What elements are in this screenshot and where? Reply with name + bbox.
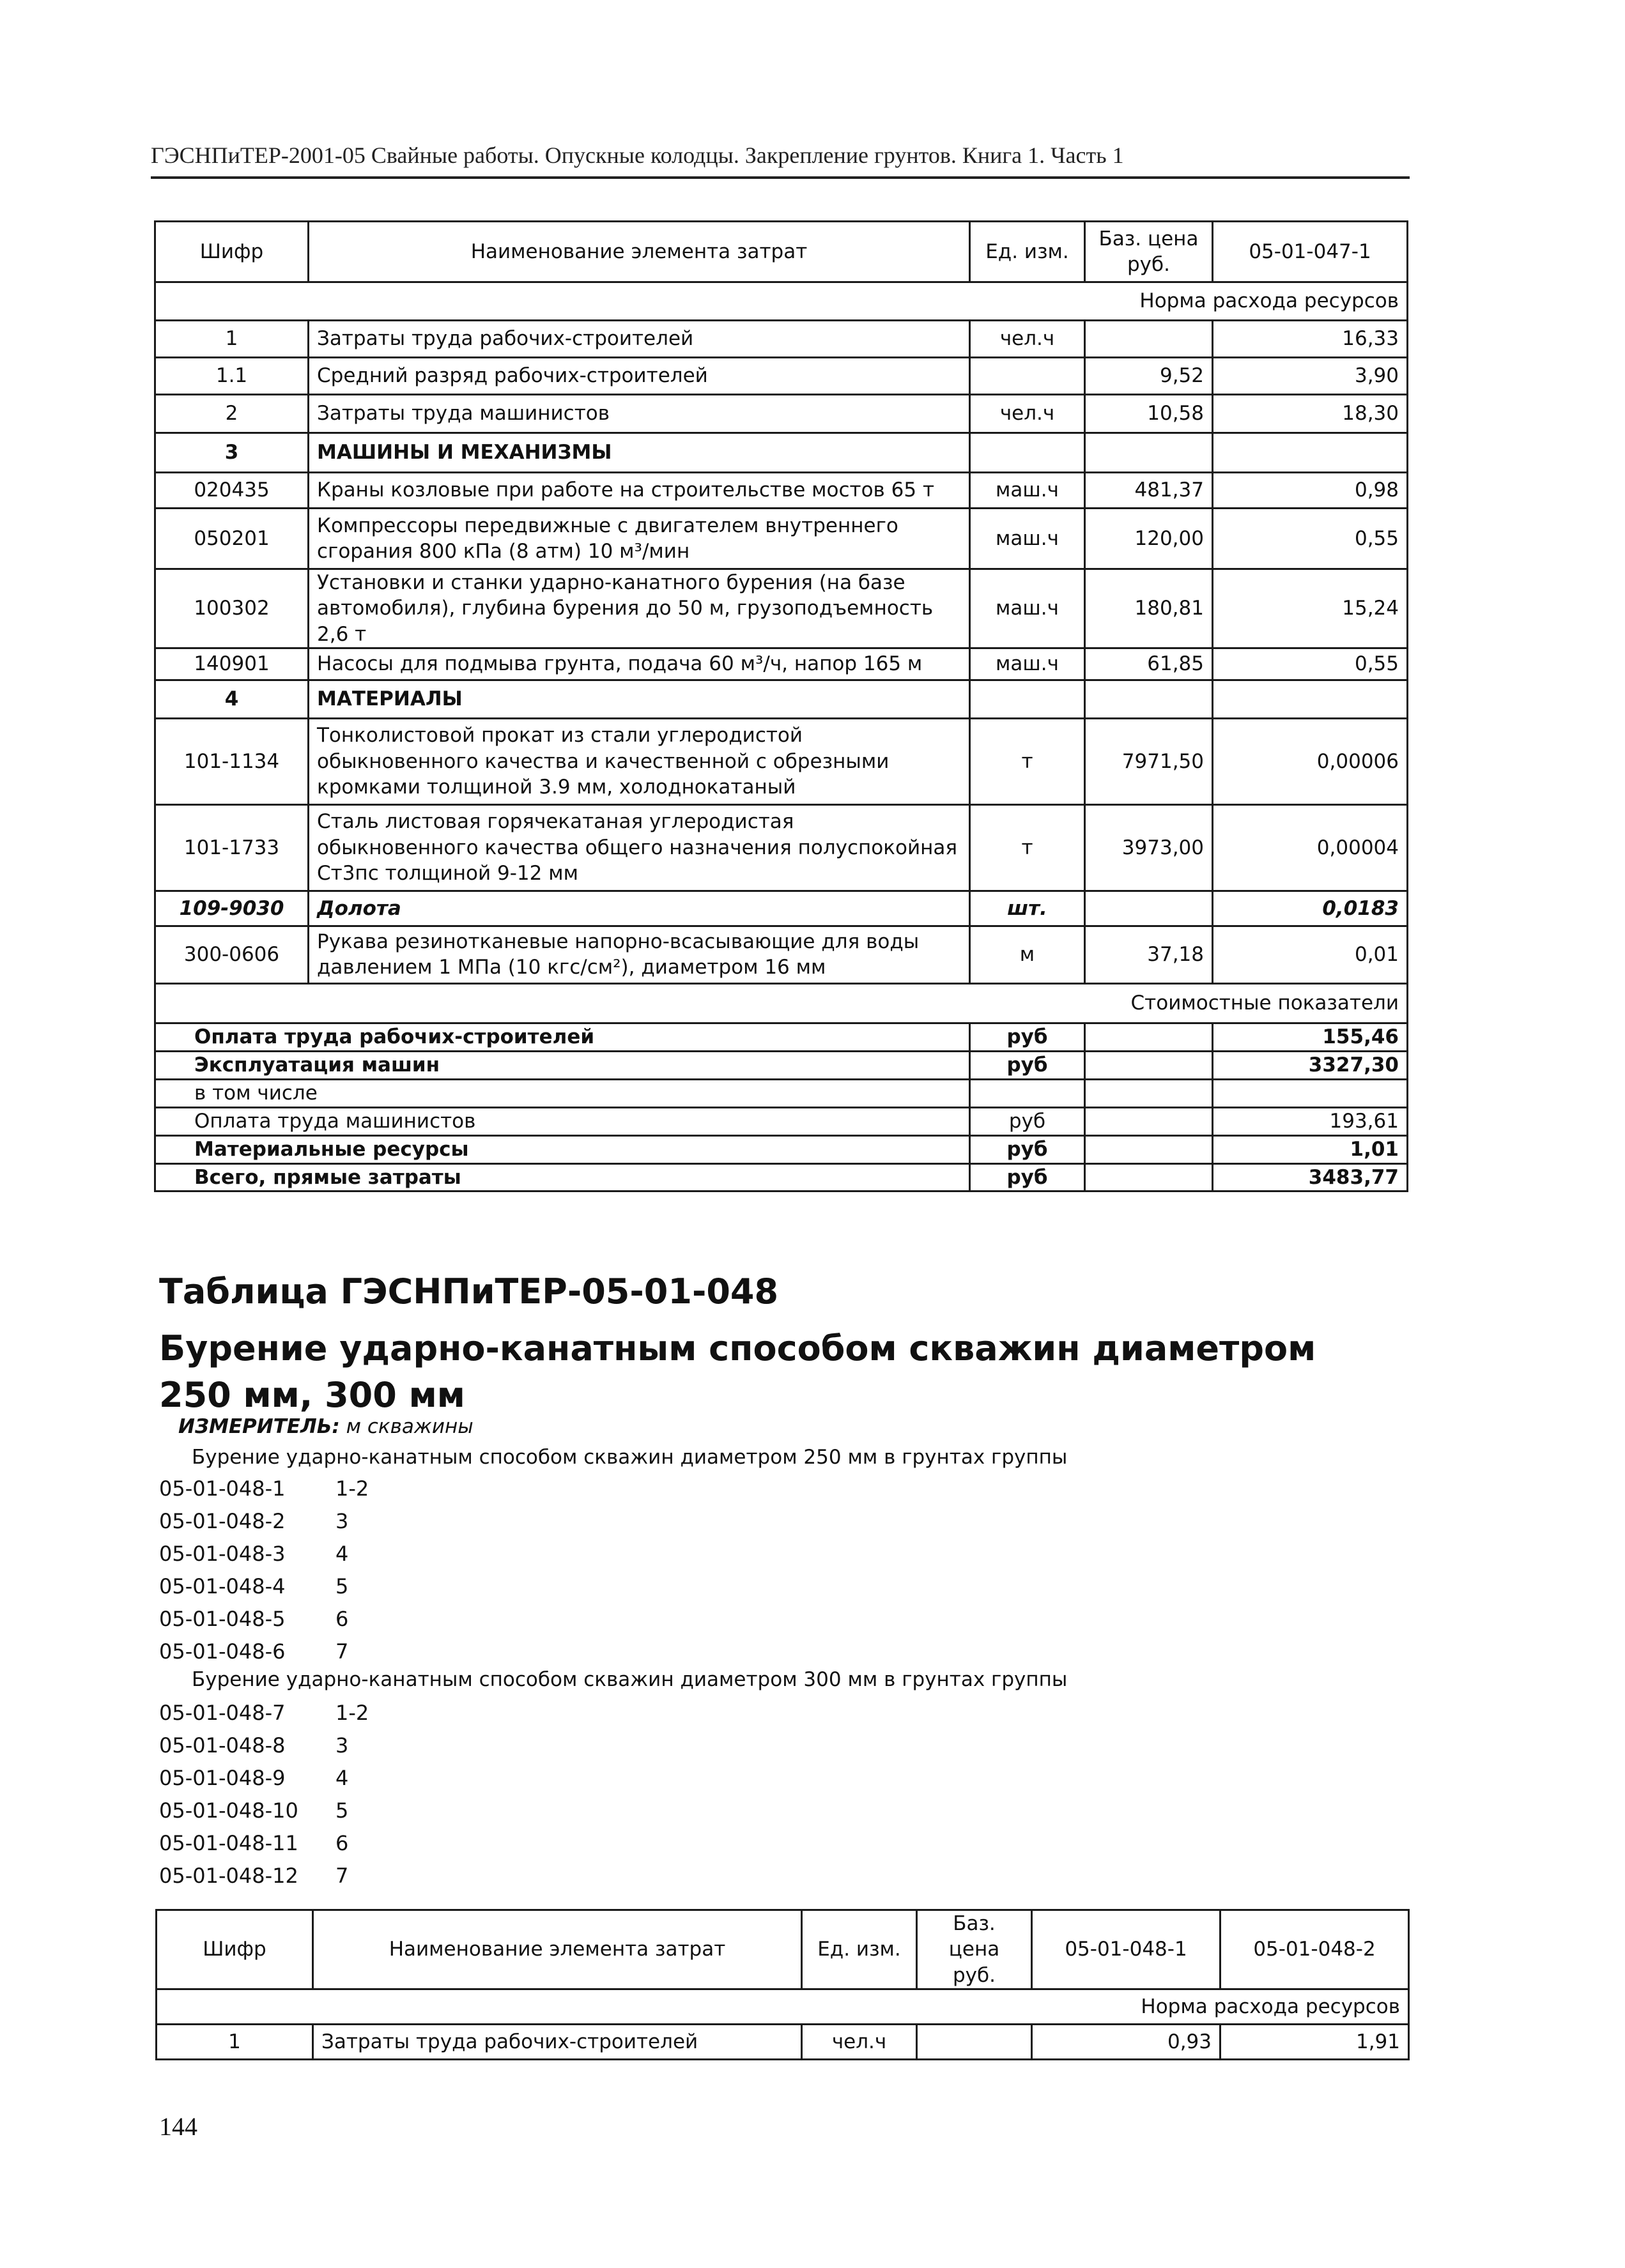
section-row-materials (155, 680, 1408, 718)
row-value: 0,55 (1213, 648, 1408, 680)
row-price: 120,00 (1085, 509, 1213, 569)
soil-group: 3 (335, 1733, 349, 1758)
table-header-row (157, 1910, 1409, 1989)
norm-caption-row (157, 1989, 1409, 2024)
row-unit: чел.ч (802, 2024, 917, 2059)
row-name: Насосы для подмыва грунта, подача 60 м³/ч, напор 165 м (309, 648, 970, 680)
row-price (917, 2024, 1032, 2059)
row-price: 10,58 (1085, 395, 1213, 433)
row-value: 3,90 (1213, 358, 1408, 395)
norm-code: 05-01-048-5 (159, 1606, 286, 1631)
row-name: Долота (309, 891, 970, 926)
norm-code: 05-01-048-1 (159, 1476, 286, 1501)
header-column-code: 05-01-048-1 (1032, 1910, 1221, 1989)
header-column-code: 05-01-048-2 (1221, 1910, 1409, 1989)
row-name: Краны козловые при работе на строительстве мостов 65 т (309, 473, 970, 509)
soil-group: 4 (335, 1541, 349, 1566)
row-name: Затраты труда рабочих-строителей (309, 321, 970, 358)
norm-caption: Норма расхода ресурсов (157, 1989, 1409, 2024)
total-unit: руб (970, 1135, 1085, 1163)
list-item (159, 1472, 369, 1505)
table-row (155, 569, 1408, 648)
row-code: 1 (157, 2024, 313, 2059)
total-value: 3483,77 (1213, 1163, 1408, 1191)
row-code: 1 (155, 321, 309, 358)
soil-group: 3 (335, 1508, 349, 1533)
total-unit: руб (970, 1023, 1085, 1051)
row-unit: чел.ч (970, 395, 1085, 433)
list-item (159, 1827, 369, 1859)
row-unit: м (970, 926, 1085, 983)
norm-code: 05-01-048-12 (159, 1863, 298, 1888)
row-unit: маш.ч (970, 509, 1085, 569)
soil-group: 6 (335, 1830, 349, 1855)
table-row (155, 926, 1408, 983)
soil-group: 7 (335, 1639, 349, 1664)
resource-table-05-01-047 (154, 220, 1408, 1192)
total-price (1085, 1107, 1213, 1135)
total-label: Всего, прямые затраты (155, 1163, 970, 1191)
row-code: 020435 (155, 473, 309, 509)
norm-code: 05-01-048-4 (159, 1574, 286, 1598)
row-value: 0,01 (1213, 926, 1408, 983)
norm-code: 05-01-048-6 (159, 1639, 286, 1664)
row-name: Сталь листовая горячекатаная углеродистая обыкновенного качества общего назначения полуспокойная Ст3пс толщиной 9-12 мм (309, 804, 970, 891)
soil-group: 1-2 (335, 1700, 369, 1725)
row-price (1085, 891, 1213, 926)
total-value: 155,46 (1213, 1023, 1408, 1051)
table-row (155, 804, 1408, 891)
total-label: Оплата труда рабочих-строителей (155, 1023, 970, 1051)
row-value: 0,00006 (1213, 718, 1408, 804)
measure-line (178, 1415, 474, 1438)
list-item (159, 1505, 369, 1537)
total-price (1085, 1079, 1213, 1107)
row-code: 050201 (155, 509, 309, 569)
row-name: МАШИНЫ И МЕХАНИЗМЫ (309, 433, 970, 473)
table-row (155, 648, 1408, 680)
table-row (155, 358, 1408, 395)
row-code: 1.1 (155, 358, 309, 395)
list-item (159, 1602, 369, 1635)
total-price (1085, 1051, 1213, 1079)
row-price: 180,81 (1085, 569, 1213, 648)
row-code: 4 (155, 680, 309, 718)
row-value: 0,00004 (1213, 804, 1408, 891)
table-row (155, 891, 1408, 926)
row-value: 0,55 (1213, 509, 1408, 569)
row-unit (970, 680, 1085, 718)
header-name: Наименование элемента затрат (309, 222, 970, 282)
resource-table-05-01-048 (155, 1909, 1410, 2060)
row-name: Затраты труда машинистов (309, 395, 970, 433)
row-name: Компрессоры передвижные с двигателем внутреннего сгорания 800 кПа (8 атм) 10 м³/мин (309, 509, 970, 569)
header-unit: Ед. изм. (970, 222, 1085, 282)
group1-heading: Бурение ударно-канатным способом скважин диаметром 250 мм в грунтах группы (192, 1446, 1068, 1469)
row-unit: маш.ч (970, 569, 1085, 648)
soil-group: 5 (335, 1574, 349, 1598)
norm-caption: Норма расхода ресурсов (155, 282, 1408, 321)
total-row (155, 1135, 1408, 1163)
total-value: 3327,30 (1213, 1051, 1408, 1079)
table-row (155, 321, 1408, 358)
row-unit (970, 358, 1085, 395)
norm-code: 05-01-048-10 (159, 1798, 298, 1823)
row-value (1213, 433, 1408, 473)
norm-caption-row (155, 282, 1408, 321)
table-title: Таблица ГЭСНПиТЕР-05-01-048 (159, 1271, 779, 1312)
row-code: 300-0606 (155, 926, 309, 983)
row-code: 3 (155, 433, 309, 473)
group1-code-list (159, 1472, 369, 1667)
row-code: 101-1733 (155, 804, 309, 891)
total-value (1213, 1079, 1408, 1107)
cost-caption: Стоимостные показатели (155, 983, 1408, 1023)
row-code: 100302 (155, 569, 309, 648)
group2-code-list (159, 1696, 369, 1892)
row-price (1085, 433, 1213, 473)
row-value: 16,33 (1213, 321, 1408, 358)
row-unit: маш.ч (970, 648, 1085, 680)
norm-code: 05-01-048-2 (159, 1508, 286, 1533)
total-row (155, 1079, 1408, 1107)
norm-code: 05-01-048-9 (159, 1765, 286, 1790)
row-code: 140901 (155, 648, 309, 680)
row-code: 101-1134 (155, 718, 309, 804)
total-label: в том числе (155, 1079, 970, 1107)
row-name: Затраты труда рабочих-строителей (313, 2024, 802, 2059)
row-price (1085, 321, 1213, 358)
list-item (159, 1794, 369, 1827)
total-row (155, 1051, 1408, 1079)
total-label: Оплата труда машинистов (155, 1107, 970, 1135)
row-name: МАТЕРИАЛЫ (309, 680, 970, 718)
measure-label: ИЗМЕРИТЕЛЬ: (178, 1415, 340, 1438)
total-unit: руб (970, 1107, 1085, 1135)
section-row-machines (155, 433, 1408, 473)
header-unit: Ед. изм. (802, 1910, 917, 1989)
row-price: 481,37 (1085, 473, 1213, 509)
row-price: 7971,50 (1085, 718, 1213, 804)
norm-code: 05-01-048-8 (159, 1733, 286, 1758)
soil-group: 7 (335, 1863, 349, 1888)
table-row (157, 2024, 1409, 2059)
total-price (1085, 1023, 1213, 1051)
total-price (1085, 1135, 1213, 1163)
cost-caption-row (155, 983, 1408, 1023)
measure-value: м скважины (346, 1415, 474, 1438)
row-name: Установки и станки ударно-канатного бурения (на базе автомобиля), глубина бурения до 50 м, грузоподъемность 2,6 т (309, 569, 970, 648)
row-name: Средний разряд рабочих-строителей (309, 358, 970, 395)
running-header: ГЭСНПиТЕР-2001-05 Свайные работы. Опускные колодцы. Закрепление грунтов. Книга 1. Часть 1 (151, 142, 1124, 168)
list-item (159, 1696, 369, 1729)
header-price: Баз. цена руб. (917, 1910, 1032, 1989)
header-code: Шифр (155, 222, 309, 282)
total-unit: руб (970, 1051, 1085, 1079)
row-value: 1,91 (1221, 2024, 1409, 2059)
list-item (159, 1635, 369, 1667)
total-price (1085, 1163, 1213, 1191)
list-item (159, 1537, 369, 1570)
row-price: 9,52 (1085, 358, 1213, 395)
header-code: Шифр (157, 1910, 313, 1989)
row-unit: маш.ч (970, 473, 1085, 509)
total-label: Материальные ресурсы (155, 1135, 970, 1163)
row-price (1085, 680, 1213, 718)
row-unit: шт. (970, 891, 1085, 926)
row-unit (970, 433, 1085, 473)
total-value: 193,61 (1213, 1107, 1408, 1135)
soil-group: 5 (335, 1798, 349, 1823)
total-label: Эксплуатация машин (155, 1051, 970, 1079)
list-item (159, 1859, 369, 1892)
norm-code: 05-01-048-11 (159, 1830, 298, 1855)
total-unit: руб (970, 1163, 1085, 1191)
row-unit: т (970, 718, 1085, 804)
list-item (159, 1761, 369, 1794)
row-unit: чел.ч (970, 321, 1085, 358)
table-header-row (155, 222, 1408, 282)
row-code: 2 (155, 395, 309, 433)
row-unit: т (970, 804, 1085, 891)
soil-group: 6 (335, 1606, 349, 1631)
total-value: 1,01 (1213, 1135, 1408, 1163)
norm-code: 05-01-048-3 (159, 1541, 286, 1566)
soil-group: 1-2 (335, 1476, 369, 1501)
row-value: 0,98 (1213, 473, 1408, 509)
header-rule (151, 176, 1410, 179)
soil-group: 4 (335, 1765, 349, 1790)
row-name: Тонколистовой прокат из стали углеродистой обыкновенного качества и качественной с обрезными кромками толщиной 3.9 мм, холоднокатаный (309, 718, 970, 804)
table-row (155, 473, 1408, 509)
header-column-code: 05-01-047-1 (1213, 222, 1408, 282)
table-row (155, 395, 1408, 433)
row-code: 109-9030 (155, 891, 309, 926)
table-row (155, 718, 1408, 804)
total-unit (970, 1079, 1085, 1107)
norm-code: 05-01-048-7 (159, 1700, 286, 1725)
table-subtitle: Бурение ударно-канатным способом скважин диаметром 250 мм, 300 мм (159, 1328, 1316, 1415)
row-value (1213, 680, 1408, 718)
page-number: 144 (159, 2112, 197, 2141)
row-value: 0,93 (1032, 2024, 1221, 2059)
header-name: Наименование элемента затрат (313, 1910, 802, 1989)
row-price: 37,18 (1085, 926, 1213, 983)
group2-heading: Бурение ударно-канатным способом скважин диаметром 300 мм в грунтах группы (192, 1668, 1068, 1691)
total-row (155, 1107, 1408, 1135)
row-name: Рукава резинотканевые напорно-всасывающие для воды давлением 1 МПа (10 кгс/см²), диаметром 16 мм (309, 926, 970, 983)
row-value: 15,24 (1213, 569, 1408, 648)
list-item (159, 1729, 369, 1761)
row-price: 61,85 (1085, 648, 1213, 680)
list-item (159, 1570, 369, 1602)
total-row (155, 1163, 1408, 1191)
total-row (155, 1023, 1408, 1051)
row-value: 18,30 (1213, 395, 1408, 433)
row-price: 3973,00 (1085, 804, 1213, 891)
row-value: 0,0183 (1213, 891, 1408, 926)
table-row (155, 509, 1408, 569)
header-price: Баз. цена руб. (1085, 222, 1213, 282)
